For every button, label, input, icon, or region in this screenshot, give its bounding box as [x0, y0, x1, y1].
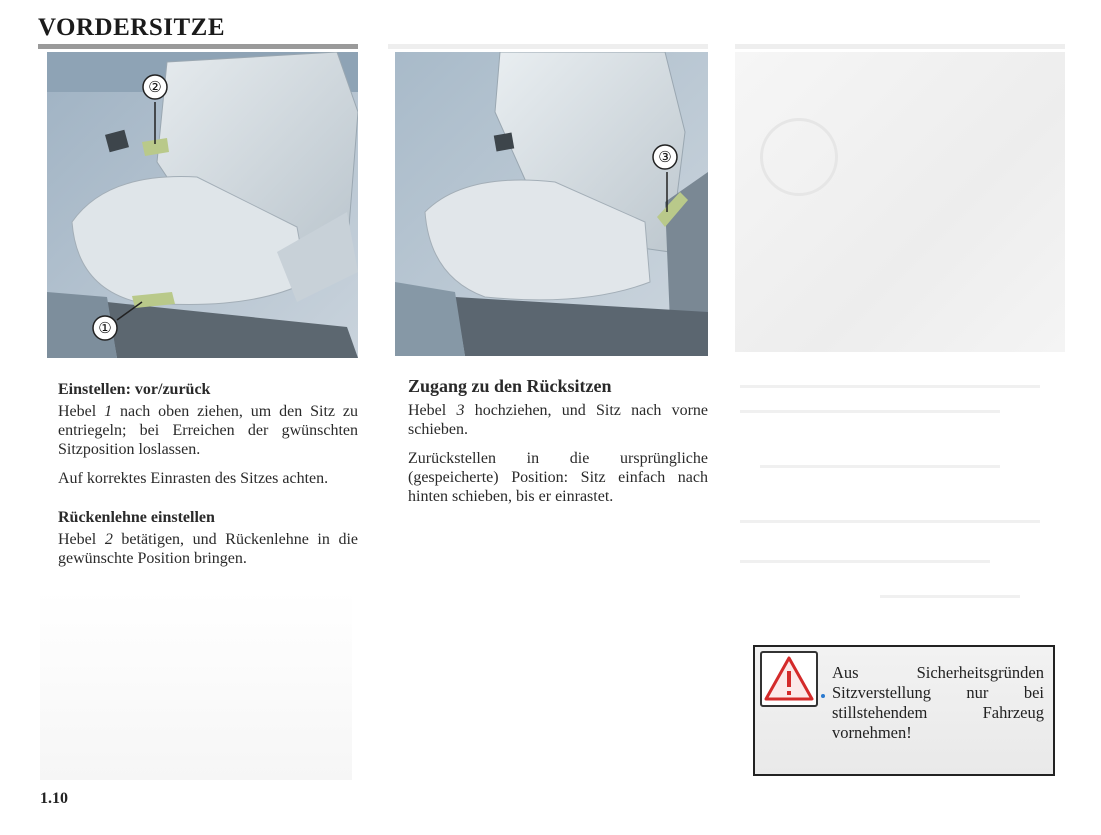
ghost-circle [760, 118, 838, 196]
warning-triangle-icon [760, 651, 818, 707]
warning-box [753, 645, 1055, 776]
lever-number: 3 [456, 402, 465, 419]
ghost-line [740, 520, 1040, 523]
callout-1: ① [98, 319, 112, 337]
ghost-rule-mid [388, 44, 708, 49]
title-rule [38, 44, 358, 49]
seat-photo-illustration [47, 52, 358, 358]
ghost-line [740, 560, 990, 563]
ghost-line [760, 465, 1000, 468]
section-heading-backrest: Rückenlehne einstellen [58, 509, 215, 526]
paragraph-access-1: Hebel 3 hochziehen, und Sitz nach vorne schieben. [408, 402, 709, 438]
column-left-text [58, 380, 358, 568]
warning-text: Aus Sicherheitsgründen Sitzverstellung nur bei stillstehendem Fahrzeug vornehmen! [832, 663, 1044, 742]
section-heading-access: Zugang zu den Rücksitzen [408, 376, 612, 396]
page-title: VORDERSITZE [38, 14, 225, 41]
paragraph-adjust-2: Auf korrektes Einrasten des Sitzes achten. [58, 470, 329, 487]
callout-3: ③ [658, 148, 672, 166]
page-number: 1.10 [40, 790, 68, 807]
warning-marker-dot [821, 694, 825, 698]
lever-number: 1 [104, 403, 113, 420]
column-middle-text [408, 377, 708, 506]
ghost-photo [735, 52, 1065, 352]
paragraph-access-2: Zurückstellen in die ursprüngliche (gespeicherte) Position: Sitz einfach nach hinten schieben, bis er einrastet. [408, 450, 708, 505]
ghost-text-area [40, 590, 352, 780]
ghost-title-left [420, 16, 427, 44]
seat-photo-illustration [395, 52, 708, 356]
seat-photo-rear-access [395, 52, 708, 356]
ghost-line [880, 595, 1020, 598]
section-heading-adjust: Einstellen: vor/zurück [58, 381, 211, 398]
paragraph-backrest-1: Hebel 2 betätigen, und Rückenlehne in die gewünschte Position bringen. [58, 531, 359, 567]
callout-2: ② [148, 78, 162, 96]
ghost-line [740, 385, 1040, 388]
lever-number: 2 [104, 531, 113, 548]
seat-photo-front-adjust [47, 52, 358, 358]
ghost-line [740, 410, 1000, 413]
ghost-rule-right [735, 44, 1065, 49]
paragraph-adjust-1: Hebel 1 nach oben ziehen, um den Sitz zu entriegeln; bei Erreichen der gwünschten Sitzposition loslassen. [58, 403, 359, 458]
